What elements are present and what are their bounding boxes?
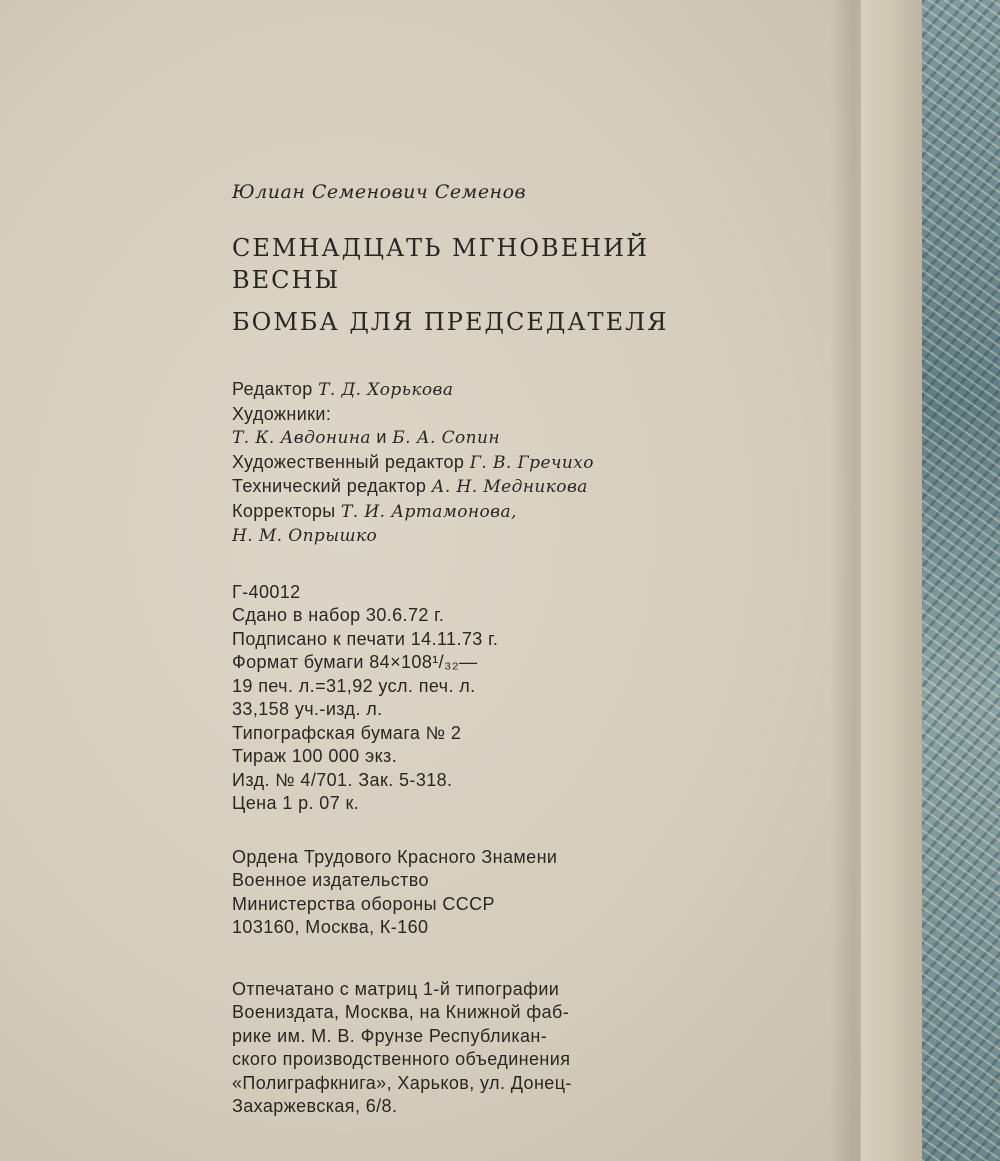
- printer-line: «Полиграфкнига», Харьков, ул. Донец-: [232, 1072, 572, 1093]
- publisher-line: Военное издательство: [232, 870, 429, 890]
- imprint-line: Изд. № 4/701. Зак. 5-318.: [232, 769, 453, 790]
- artist-2: Б. А. Сопин: [392, 428, 500, 448]
- imprint-line: 19 печ. л.=31,92 усл. печ. л.: [232, 675, 476, 696]
- proofreader-1: Т. И. Артамонова,: [341, 501, 517, 522]
- imprint-line: Тираж 100 000 экз.: [232, 746, 398, 766]
- printer-line: рике им. М. В. Фрунзе Республикан-: [232, 1025, 548, 1046]
- editor-line: [232, 378, 752, 403]
- imprint-line: 33,158 уч.-изд. л.: [232, 699, 383, 719]
- printer-line: Отпечатано с матриц 1-й типографии: [232, 978, 560, 999]
- tech-editor-name: А. Н. Медникова: [431, 477, 588, 497]
- imprint-line: Г-40012: [232, 581, 301, 602]
- editor-label: Редактор: [232, 379, 313, 399]
- artists-and: и: [376, 427, 387, 447]
- decorative-cover-edge: [922, 0, 1000, 1161]
- publisher-line: Ордена Трудового Красного Знамени: [232, 846, 558, 867]
- imprint-line: Формат бумаги 84×108¹/₃₂—: [232, 652, 478, 672]
- proofreader-2: Н. М. Опрышко: [232, 526, 378, 546]
- proofreaders-label: Корректоры: [232, 500, 336, 521]
- publisher-line: Министерства обороны СССР: [232, 893, 495, 914]
- author-name: Юлиан Семенович Семенов: [232, 181, 527, 203]
- proofreader-2-line: [232, 524, 752, 549]
- imprint-line: Цена 1 р. 07 к.: [232, 793, 360, 813]
- printer-line: ского производственного объединения: [232, 1049, 571, 1069]
- artists-label: Художники:: [232, 403, 332, 424]
- editor-name: Т. Д. Хорькова: [318, 380, 454, 400]
- title-block: [232, 232, 752, 296]
- art-editor-label: Художественный редактор: [232, 451, 465, 472]
- printer-line: Захаржевская, 6/8.: [232, 1096, 398, 1116]
- tech-editor-label: Технический редактор: [232, 476, 427, 496]
- publisher-line: 103160, Москва, К-160: [232, 917, 429, 937]
- artists-line: [232, 426, 752, 451]
- imprint-line: Подписано к печати 14.11.73 г.: [232, 628, 499, 649]
- colophon-text: [232, 180, 752, 1119]
- imprint-line: Типографская бумага № 2: [232, 722, 462, 743]
- proofreaders-line: [232, 500, 752, 525]
- imprint-line: Сдано в набор 30.6.72 г.: [232, 605, 445, 625]
- art-editor-line: [232, 451, 752, 476]
- facing-page-edge: [860, 0, 923, 1161]
- title-line-1: СЕМНАДЦАТЬ МГНОВЕНИЙ: [232, 234, 650, 262]
- title-line-3: БОМБА ДЛЯ ПРЕДСЕДАТЕЛЯ: [232, 308, 669, 336]
- art-editor-name: Г. В. Гречихо: [469, 452, 594, 473]
- printer-line: Воениздата, Москва, на Книжной фаб-: [232, 1002, 570, 1022]
- tech-editor-line: [232, 475, 752, 500]
- artist-1: Т. К. Авдонина: [232, 428, 371, 448]
- credits-block: [232, 378, 752, 1119]
- title-line-2: ВЕСНЫ: [232, 266, 341, 294]
